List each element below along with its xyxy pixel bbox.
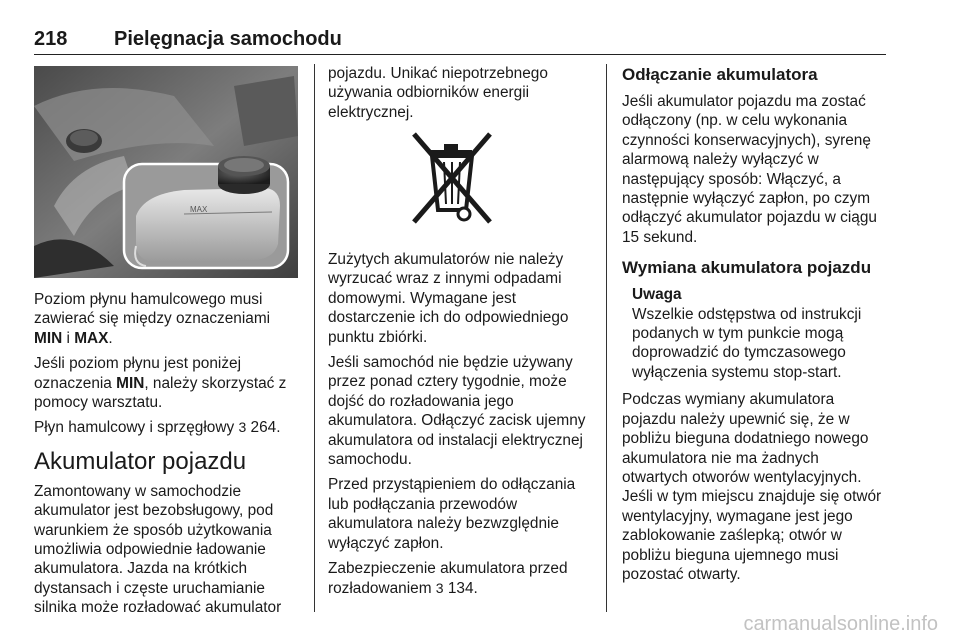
column-divider-2 — [606, 64, 607, 612]
note-text: Wszelkie odstępstwa od instrukcji podanych w tym punkcie mogą doprowadzić do tymczasowego wyłączenia systemu stop-start. — [632, 305, 862, 381]
text-run: . — [108, 329, 113, 347]
brake-fluid-reservoir-photo — [34, 66, 298, 278]
watermark: carmanualsonline.info — [743, 613, 938, 635]
text-run: Płyn hamulcowy i sprzęgłowy — [34, 419, 239, 437]
text-run: i — [62, 329, 75, 347]
column-3 — [622, 64, 888, 590]
battery-ignition-text: Przed przystąpieniem do odłączania lub podłączania przewodów akumulatora należy bezwzględnie wyłączyć zapłon. — [328, 476, 576, 552]
battery-storage-text: Jeśli samochód nie będzie używany przez ponad cztery tygodnie, może dojść do rozładowania jego akumulatora. Odłączyć zacisk ujemny akumulatora od instalacji elektrycznej samochodu. — [328, 354, 586, 469]
min-label: MIN — [116, 374, 145, 392]
section-heading-replace: Wymiana akumulatora pojazdu — [622, 258, 872, 278]
note-title: Uwaga — [632, 286, 682, 304]
max-label: MAX — [74, 329, 109, 347]
text-run: , należy skorzystać z pomocy warsztatu. — [34, 374, 287, 412]
column-2 — [328, 64, 590, 128]
battery-disposal-text: Zużytych akumulatorów nie należy wyrzucać wraz z innymi odpadami domowymi. Wymagane jest dostarczenie ich do odpowiedniego punktu zbiórki. — [328, 251, 569, 346]
page-reference-arrow-icon: 3 — [238, 419, 247, 436]
battery-intro-text: Zamontowany w samochodzie akumulator jest bezobsługowy, pod warunkiem że sposób użytkowania umożliwia odpowiednie ładowanie akumulatora. Jazda na krótkich dystansach i częste uruchamianie silnika może rozładować akumulator — [34, 482, 282, 617]
text-run: Jeśli poziom płynu jest poniżej oznaczenia — [34, 355, 242, 392]
brake-fluid-reference — [34, 418, 302, 437]
battery-usage-text: pojazdu. Unikać niepotrzebnego używania odbiorników energii elektrycznej. — [328, 65, 548, 121]
replace-text: Podczas wymiany akumulatora pojazdu należy upewnić się, że w pobliżu bieguna dodatniego nowego akumulatora nie ma żadnych otwartych otworów wentylacyjnych. Jeśli w tym miejscu znajduje się otwór wentylacyjny, wymagane jest jego zablokowanie zaślepką; otwór w pobliżu bieguna ujemnego musi pozostać otwarty. — [622, 391, 882, 583]
column-2-lower — [328, 250, 590, 604]
note-box — [632, 285, 888, 382]
page-header — [34, 28, 886, 54]
page-reference-link[interactable]: 264. — [246, 419, 281, 437]
page-reference-arrow-icon: 3 — [435, 579, 444, 596]
column-divider-1 — [314, 64, 315, 612]
battery-protection-reference — [328, 559, 590, 598]
column-1 — [34, 290, 302, 624]
brake-fluid-level-text — [34, 290, 302, 348]
page-title: Pielęgnacja samochodu — [114, 28, 342, 50]
text-run: Zabezpieczenie akumulatora przed rozładowaniem — [328, 560, 568, 597]
brake-fluid-low-text — [34, 354, 302, 412]
page-number: 218 — [34, 28, 68, 50]
section-heading-disconnect: Odłączanie akumulatora — [622, 65, 818, 84]
page-reference-link[interactable]: 134. — [443, 579, 478, 597]
min-label: MIN — [34, 329, 63, 347]
crossed-out-bin-icon — [408, 128, 496, 228]
section-heading-battery: Akumulator pojazdu — [34, 447, 247, 475]
disconnect-text: Jeśli akumulator pojazdu ma zostać odłączony (np. w celu wykonania czynności konserwacyjnych), syrenę alarmową należy wyłączyć w następujący sposób: Włączyć, a następnie wyłączyć zapłon, po czym odłączyć akumulator pojazdu w ciągu 15 sekund. — [622, 93, 877, 246]
text-run: Poziom płynu hamulcowego musi zawierać się między oznaczeniami — [34, 291, 271, 328]
max-mark-label: MAX — [190, 205, 208, 214]
header-rule — [34, 54, 886, 55]
